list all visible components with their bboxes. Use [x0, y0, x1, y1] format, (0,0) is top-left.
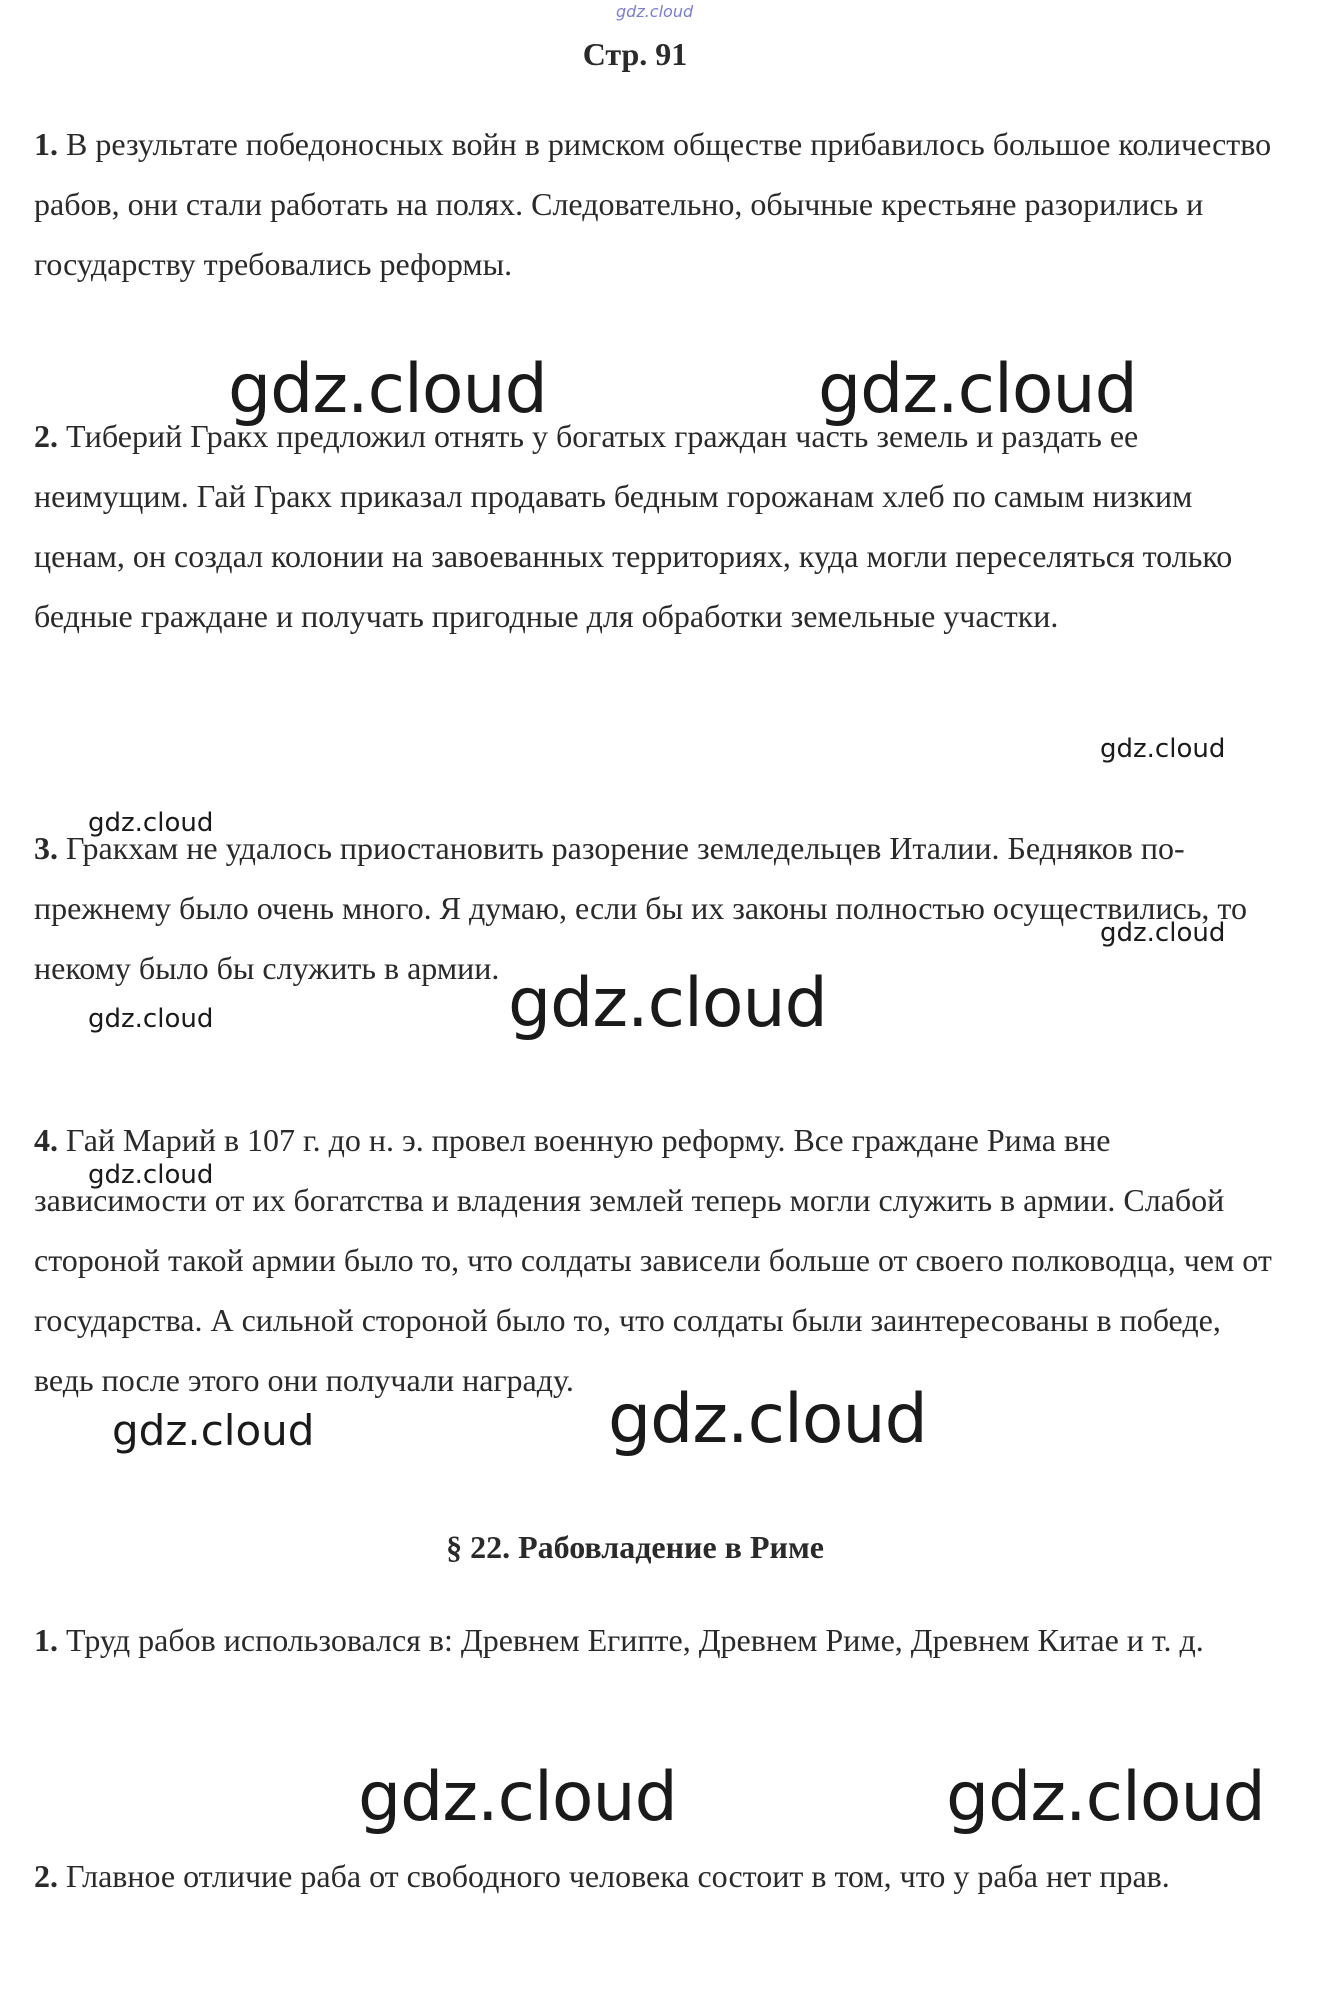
watermark: gdz.cloud	[358, 1758, 677, 1837]
paragraph-number: 3.	[34, 830, 58, 866]
watermark: gdz.cloud	[88, 808, 214, 838]
paragraph-text: Гракхам не удалось приостановить разорение земледельцев Италии. Бедняков по-прежнему было очень много. Я думаю, если бы их законы полностью осуществились, то некому было бы служить в армии.	[34, 830, 1247, 986]
watermark: gdz.cloud	[228, 350, 547, 429]
paragraph-2	[34, 406, 1274, 646]
paragraph-1	[34, 114, 1274, 294]
watermark: gdz.cloud	[88, 1004, 214, 1034]
paragraph-text: Тиберий Гракх предложил отнять у богатых граждан часть земель и раздать ее неимущим. Гай Гракх приказал продавать бедным горожанам хлеб по самым низким ценам, он создал колонии на завоеванных территориях, куда могли переселяться только бедные граждане и получать пригодные для обработки земельные участки.	[34, 418, 1233, 634]
paragraph-5	[34, 1610, 1274, 1670]
paragraph-text: Труд рабов использовался в: Древнем Египте, Древнем Риме, Древнем Китае и т. д.	[58, 1622, 1204, 1658]
watermark: gdz.cloud	[1100, 918, 1226, 948]
paragraph-text: Главное отличие раба от свободного человека состоит в том, что у раба нет прав.	[58, 1858, 1170, 1894]
section-heading: § 22. Рабовладение в Риме	[446, 1529, 824, 1565]
watermark: gdz.cloud	[112, 1406, 315, 1455]
watermark: gdz.cloud	[946, 1758, 1265, 1837]
watermark: gdz.cloud	[818, 350, 1137, 429]
paragraph-4	[34, 1110, 1274, 1410]
header-watermark: gdz.cloud	[616, 2, 694, 21]
watermark: gdz.cloud	[608, 1380, 927, 1459]
paragraph-number: 1.	[34, 126, 58, 162]
paragraph-text: В результате победоносных войн в римском обществе прибавилось большое количество рабов, они стали работать на полях. Следовательно, обычные крестьяне разорились и государству требовались реформы.	[34, 126, 1272, 282]
paragraph-number: 2.	[34, 1858, 58, 1894]
paragraph-text: Гай Марий в 107 г. до н. э. провел военную реформу. Все граждане Рима вне зависимости от их богатства и владения землей теперь могли служить в армии. Слабой стороной такой армии было то, что солдаты зависели больше от своего полководца, чем от государства. А сильной стороной было то, что солдаты были заинтересованы в победе, ведь после этого они получали награду.	[34, 1122, 1272, 1398]
page-title: Стр. 91	[582, 36, 688, 72]
watermark: gdz.cloud	[1100, 734, 1226, 764]
paragraph-number: 4.	[34, 1122, 58, 1158]
paragraph-number: 1.	[34, 1622, 58, 1658]
watermark: gdz.cloud	[88, 1160, 214, 1190]
paragraph-number: 2.	[34, 418, 58, 454]
watermark: gdz.cloud	[508, 964, 827, 1043]
paragraph-6	[34, 1846, 1274, 1906]
